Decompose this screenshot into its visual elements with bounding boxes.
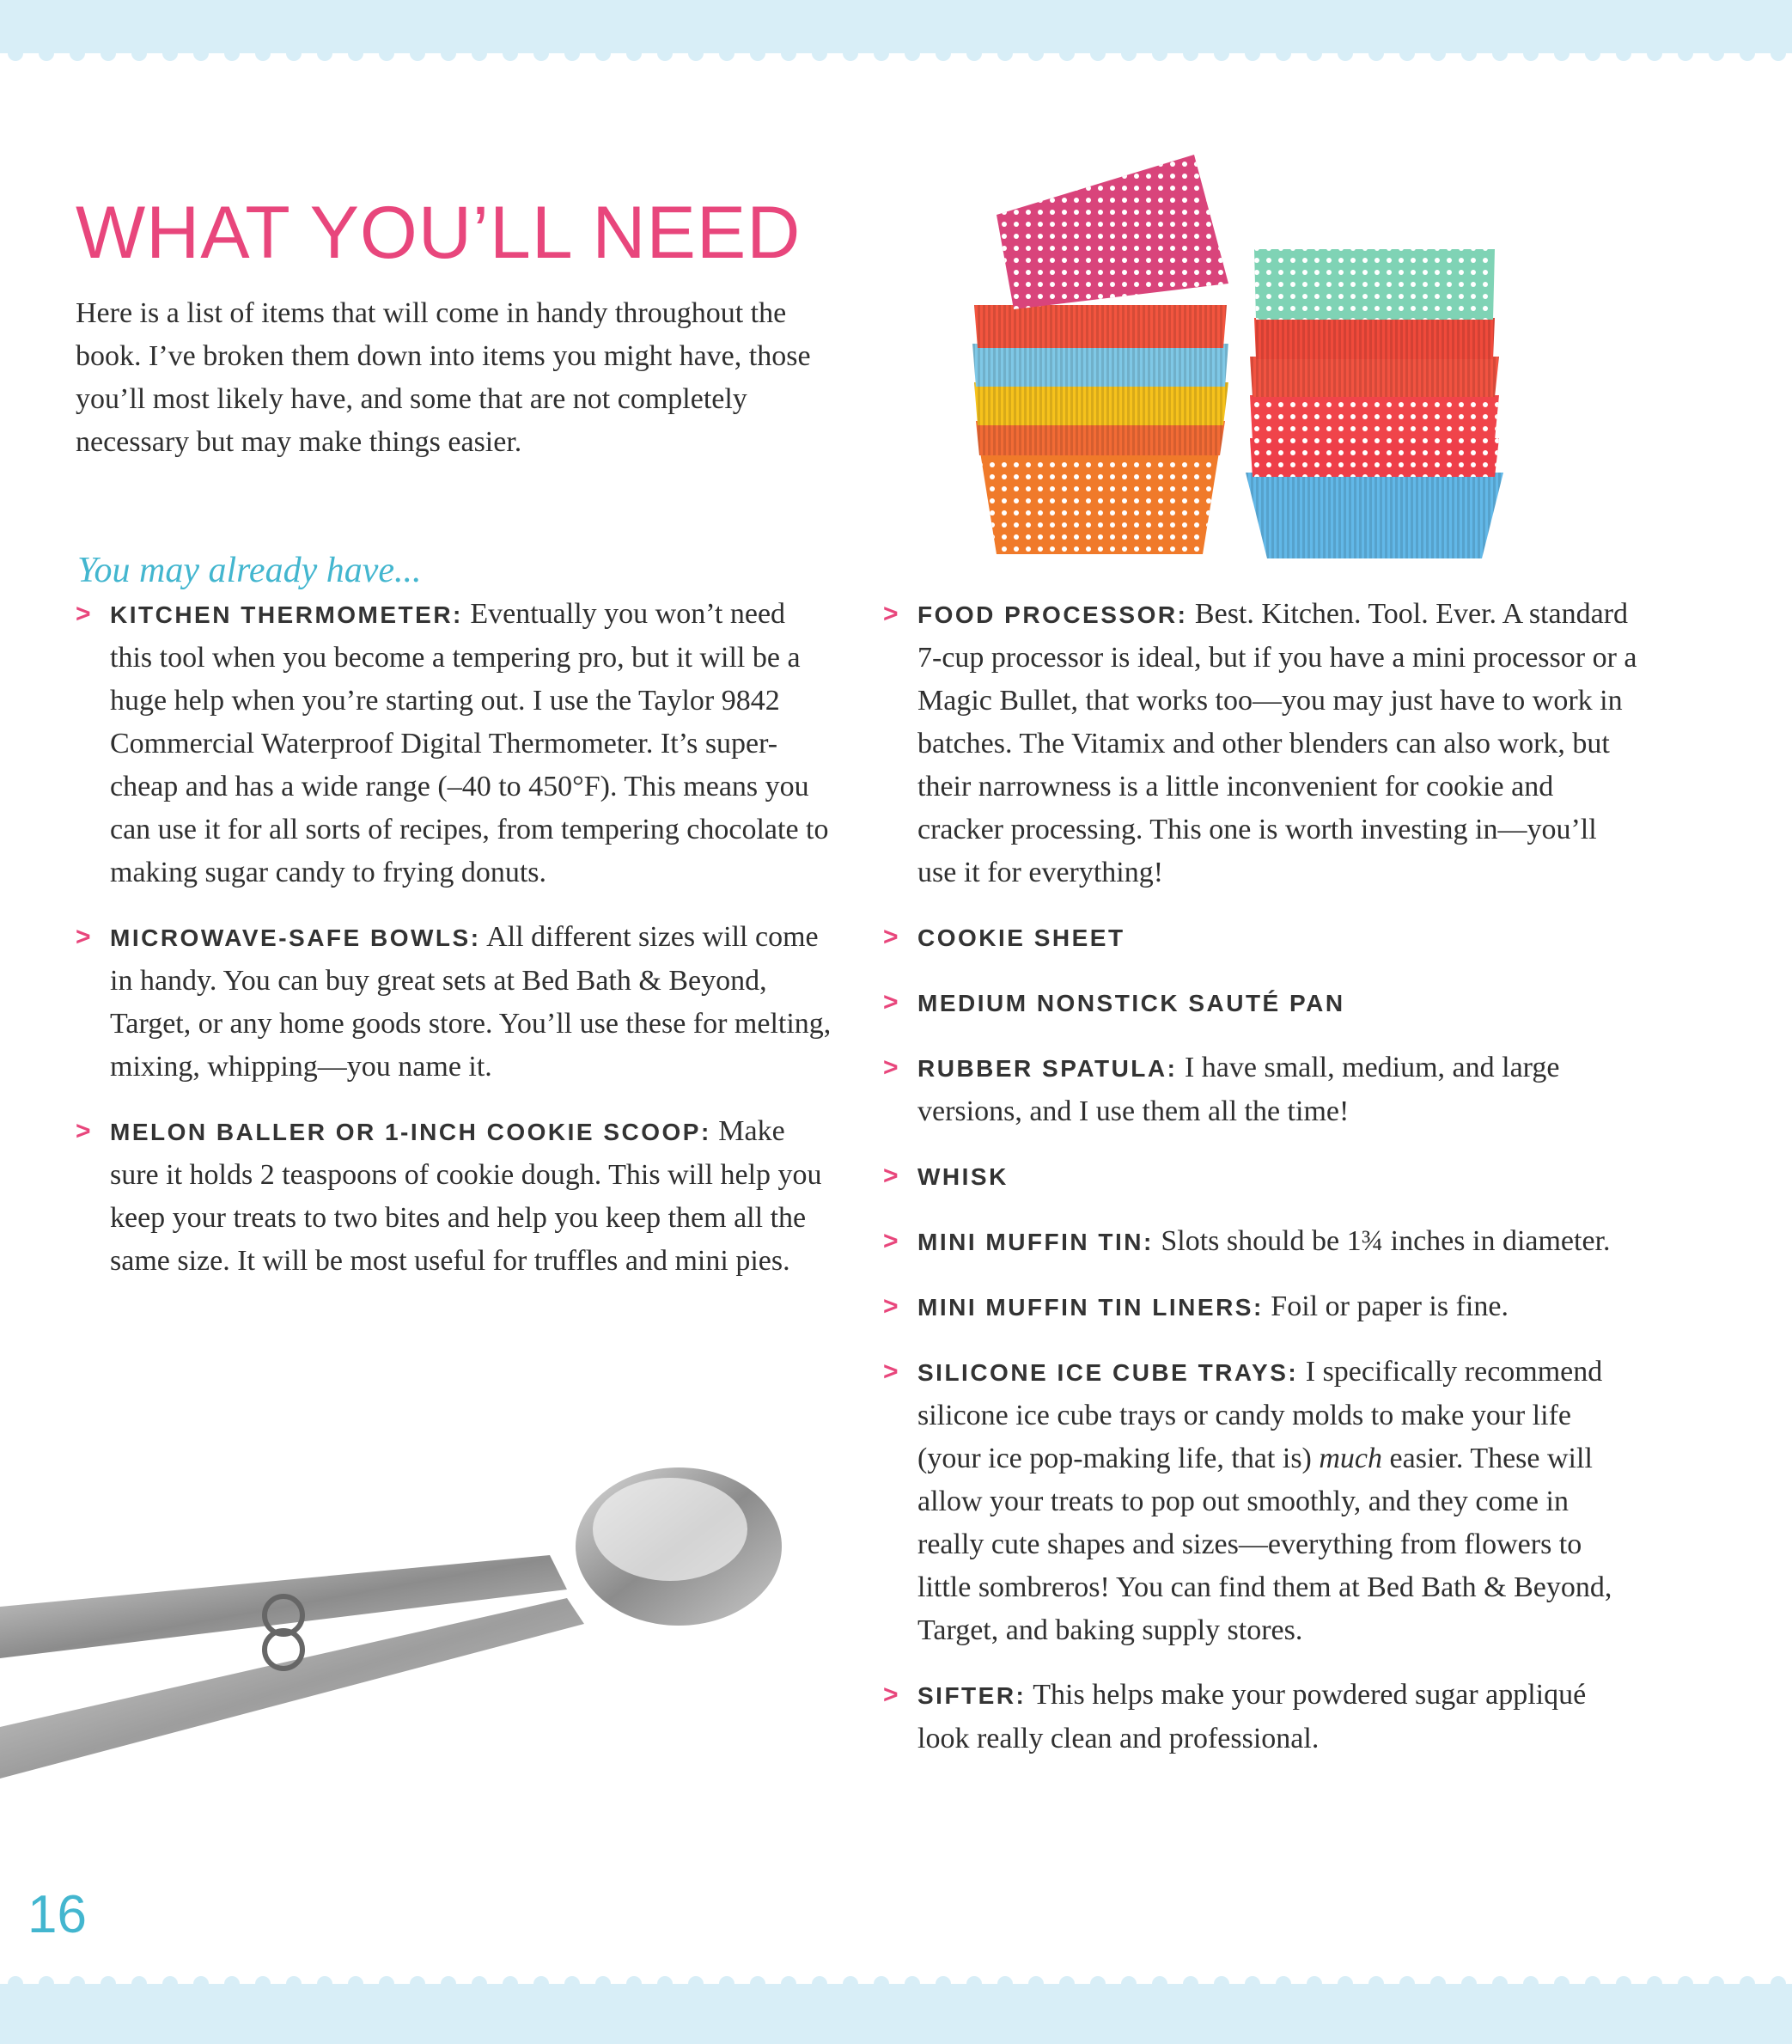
chevron-right-icon: > [76,923,91,951]
item-description: Foil or paper is fine. [1271,1290,1509,1322]
item-term: MINI MUFFIN TIN LINERS: [917,1294,1264,1321]
left-liner-stack [972,155,1228,554]
item-description: Best. Kitchen. Tool. Ever. A standard 7-cup processor is ideal, but if you have a mini processor or a Magic Bullet, that works too—you may just have to work in batches. The Vitamix and other blenders can also work, but their narrowness is a little inconvenient for cookie and cracker processing. This one is worth investing in—you’ll use it for everything! [917,598,1637,888]
chevron-right-icon: > [883,1358,899,1386]
list-item [883,1220,1639,1264]
item-term: KITCHEN THERMOMETER: [110,601,463,628]
right-item-list [883,593,1639,1782]
bottom-decorative-band [0,1984,1792,2044]
chevron-right-icon: > [883,1292,899,1321]
chevron-right-icon: > [76,1117,91,1145]
top-scallop-edge [0,46,1792,61]
page-number: 16 [27,1885,87,1944]
left-item-list [76,593,832,1304]
list-item [883,1674,1639,1760]
item-description-part: easier. These will allow your treats to pop out smoothly, and they come in really cute shapes and sizes—everything from flowers to little sombreros! You can find them at Bed Bath & Beyond, Target, and baking supply stores. [917,1443,1612,1646]
item-term: SILICONE ICE CUBE TRAYS: [917,1359,1299,1386]
chevron-right-icon: > [883,988,899,1016]
list-item [883,1046,1639,1133]
item-description: Slots should be 1¾ inches in diameter. [1161,1225,1611,1257]
item-term: RUBBER SPATULA: [917,1055,1178,1082]
list-item [883,981,1639,1025]
list-item [76,593,832,894]
list-item [76,1110,832,1283]
item-term: COOKIE SHEET [917,924,1125,951]
list-item [883,1155,1639,1199]
item-term: MEDIUM NONSTICK SAUTÉ PAN [917,990,1345,1016]
cookie-scoop-photo [0,1443,825,1873]
item-description: I have small, medium, and large versions, and I use them all the time! [917,1052,1560,1127]
item-description-part: I specifically recommend silicone ice cube trays or candy molds to make your life (your ice pop-making life, that is) [917,1356,1603,1474]
page-title: WHAT YOU’LL NEED [76,192,802,274]
chevron-right-icon: > [76,600,91,628]
item-description: Make sure it holds 2 teaspoons of cookie dough. This will help you keep your treats to two bites and help you keep them all the same size. It will be most useful for truffles and mini pies. [110,1115,822,1277]
chevron-right-icon: > [883,1227,899,1255]
section-subhead: You may already have... [77,551,422,590]
list-item [883,593,1639,894]
top-decorative-band [0,0,1792,53]
list-item [883,1285,1639,1329]
item-term: FOOD PROCESSOR: [917,601,1188,628]
bottom-scallop-edge [0,1976,1792,1992]
list-item [883,916,1639,960]
item-term: MINI MUFFIN TIN: [917,1229,1154,1255]
item-description [917,1356,1612,1646]
item-description: This helps make your powdered sugar appliqué look really clean and professional. [917,1679,1587,1754]
item-term: MELON BALLER OR 1-INCH COOKIE SCOOP: [110,1119,711,1145]
intro-paragraph: Here is a list of items that will come in handy throughout the book. I’ve broken them down into items you might have, those you’ll most likely have, and some that are not completely necessary but may make things easier. [76,297,811,458]
right-liner-stack [1246,249,1503,558]
chevron-right-icon: > [883,600,899,628]
cupcake-liners-photo [962,86,1512,567]
chevron-right-icon: > [883,923,899,951]
emphasis-text: much [1319,1443,1383,1474]
item-description: All different sizes will come in handy. You can buy great sets at Bed Bath & Beyond, Target, or any home goods store. You’ll use these for melting, mixing, whipping—you name it. [110,921,832,1083]
item-term: MICROWAVE-SAFE BOWLS: [110,924,481,951]
item-description: Eventually you won’t need this tool when you become a tempering pro, but it will be a huge help when you’re starting out. I use the Taylor 9842 Commercial Waterproof Digital Thermometer. It’s super-cheap and has a wide range (–40 to 450°F). This means you can use it for all sorts of recipes, from tempering chocolate to making sugar candy to frying donuts. [110,598,829,888]
item-term: WHISK [917,1163,1009,1190]
list-item [883,1351,1639,1652]
chevron-right-icon: > [883,1053,899,1082]
chevron-right-icon: > [883,1681,899,1709]
chevron-right-icon: > [883,1162,899,1190]
list-item [76,916,832,1089]
item-term: SIFTER: [917,1682,1027,1709]
